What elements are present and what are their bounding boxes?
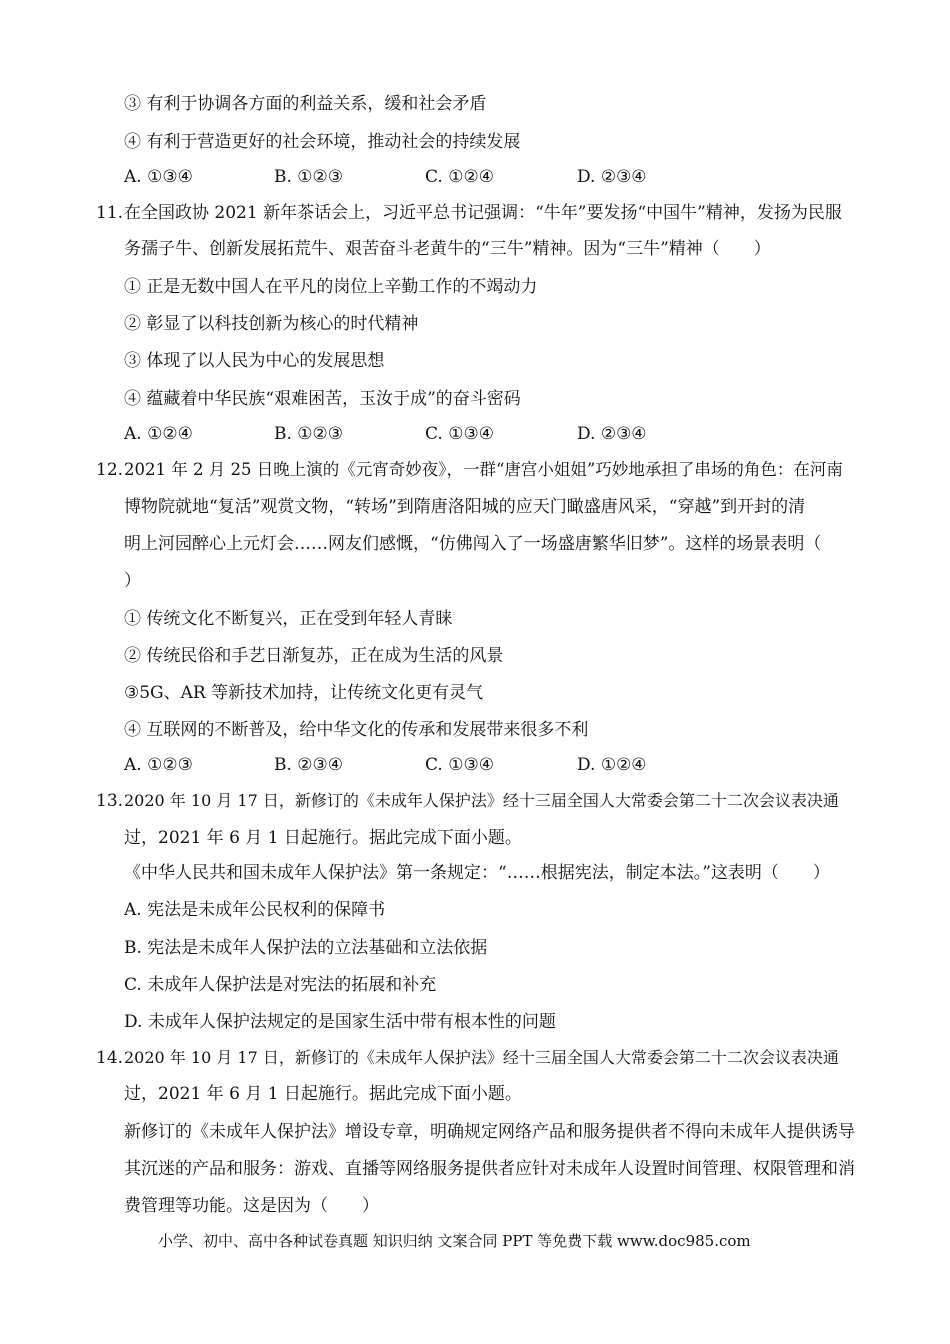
q12-item-4: ④ 互联网的不断普及，给中华文化的传承和发展带来很多不利 [124,720,589,740]
q12-item-3: ③5G、AR 等新技术加持，让传统文化更有灵气 [124,683,484,703]
q12-stem-line-1: 2021 年 2 月 25 日晚上演的《元宵奇妙夜》，一群“唐宫小姐姐”巧妙地承担了串场的角色：在河南 [124,460,843,479]
question-number-14: 14. [96,1048,124,1068]
q11-stem-line-1: 在全国政协 2021 新年茶话会上，习近平总书记强调：“牛年”要发扬“中国牛”精神，发扬为民服 [124,203,842,223]
prev-option-a: A. ①③④ [124,167,193,187]
prev-option-c: C. ①②④ [425,167,494,187]
q12-stem-line-2: 博物院就地“复活”观赏文物，“转场”到隋唐洛阳城的应天门瞰盛唐风采，“穿越”到开封的清 [124,497,806,517]
q14-stem-line-4: 其沉迷的产品和服务：游戏、直播等网络服务提供者应针对未成年人设置时间管理、权限管理和消 [124,1159,855,1179]
q11-item-3: ③ 体现了以人民为中心的发展思想 [124,351,385,371]
q13-option-d: D. 未成年人保护法规定的是国家生活中带有根本性的问题 [124,1012,556,1032]
q11-option-b: B. ①②③ [274,424,344,444]
q12-option-c: C. ①③④ [425,755,494,775]
question-number-11: 11. [96,203,124,223]
prev-item-3: ③ 有利于协调各方面的利益关系，缓和社会矛盾 [124,94,487,114]
prev-item-4: ④ 有利于营造更好的社会环境，推动社会的持续发展 [124,132,521,152]
q13-stem-line-1: 2020 年 10 月 17 日，新修订的《未成年人保护法》经十三届全国人大常委会第二十二次会议表决通 [124,791,839,810]
prev-option-d: D. ②③④ [577,167,647,187]
q14-stem-line-2: 过，2021 年 6 月 1 日起施行。据此完成下面小题。 [124,1084,522,1104]
question-number-13: 13. [96,791,124,811]
q13-stem-line-2: 过，2021 年 6 月 1 日起施行。据此完成下面小题。 [124,828,522,848]
q12-option-b: B. ②③④ [274,755,344,775]
q12-item-1: ① 传统文化不断复兴，正在受到年轻人青睐 [124,609,453,629]
q12-stem-line-3: 明上河园醉心上元灯会……网友们感慨，“仿佛闯入了一场盛唐繁华旧梦”。这样的场景表明（ [124,534,822,554]
page-footer: 小学、初中、高中各种试卷真题 知识归纳 文案合同 PPT 等免费下载 www.doc985.com [158,1232,751,1250]
q12-option-d: D. ①②④ [577,755,647,775]
q13-option-a: A. 宪法是未成年公民权利的保障书 [124,900,386,920]
q11-item-4: ④ 蕴藏着中华民族“艰难困苦，玉汝于成”的奋斗密码 [124,389,521,409]
q13-stem-line-3: 《中华人民共和国未成年人保护法》第一条规定：“……根据宪法，制定本法。”这表明（ ） [124,863,830,883]
q14-stem-line-3: 新修订的《未成年人保护法》增设专章，明确规定网络产品和服务提供者不得向未成年人提供诱导 [124,1122,855,1142]
q13-option-c: C. 未成年人保护法是对宪法的拓展和补充 [124,975,437,995]
question-number-12: 12. [96,460,124,480]
q14-stem-line-1: 2020 年 10 月 17 日，新修订的《未成年人保护法》经十三届全国人大常委会第二十二次会议表决通 [124,1048,839,1067]
q13-option-b: B. 宪法是未成年人保护法的立法基础和立法依据 [124,938,488,958]
prev-option-b: B. ①②③ [274,167,344,187]
q11-item-2: ② 彰显了以科技创新为核心的时代精神 [124,314,419,334]
q12-option-a: A. ①②③ [124,755,193,775]
q11-option-c: C. ①③④ [425,424,494,444]
q11-option-d: D. ②③④ [577,424,647,444]
q12-stem-line-4: ） [124,571,141,591]
q11-item-1: ① 正是无数中国人在平凡的岗位上辛勤工作的不竭动力 [124,277,538,297]
q12-item-2: ② 传统民俗和手艺日渐复苏，正在成为生活的风景 [124,646,504,666]
q11-option-a: A. ①②④ [124,424,193,444]
q14-stem-line-5: 费管理等功能。这是因为（ ） [124,1196,379,1216]
q11-stem-line-2: 务孺子牛、创新发展拓荒牛、艰苦奋斗老黄牛的“三牛”精神。因为“三牛”精神（ ） [124,239,771,259]
